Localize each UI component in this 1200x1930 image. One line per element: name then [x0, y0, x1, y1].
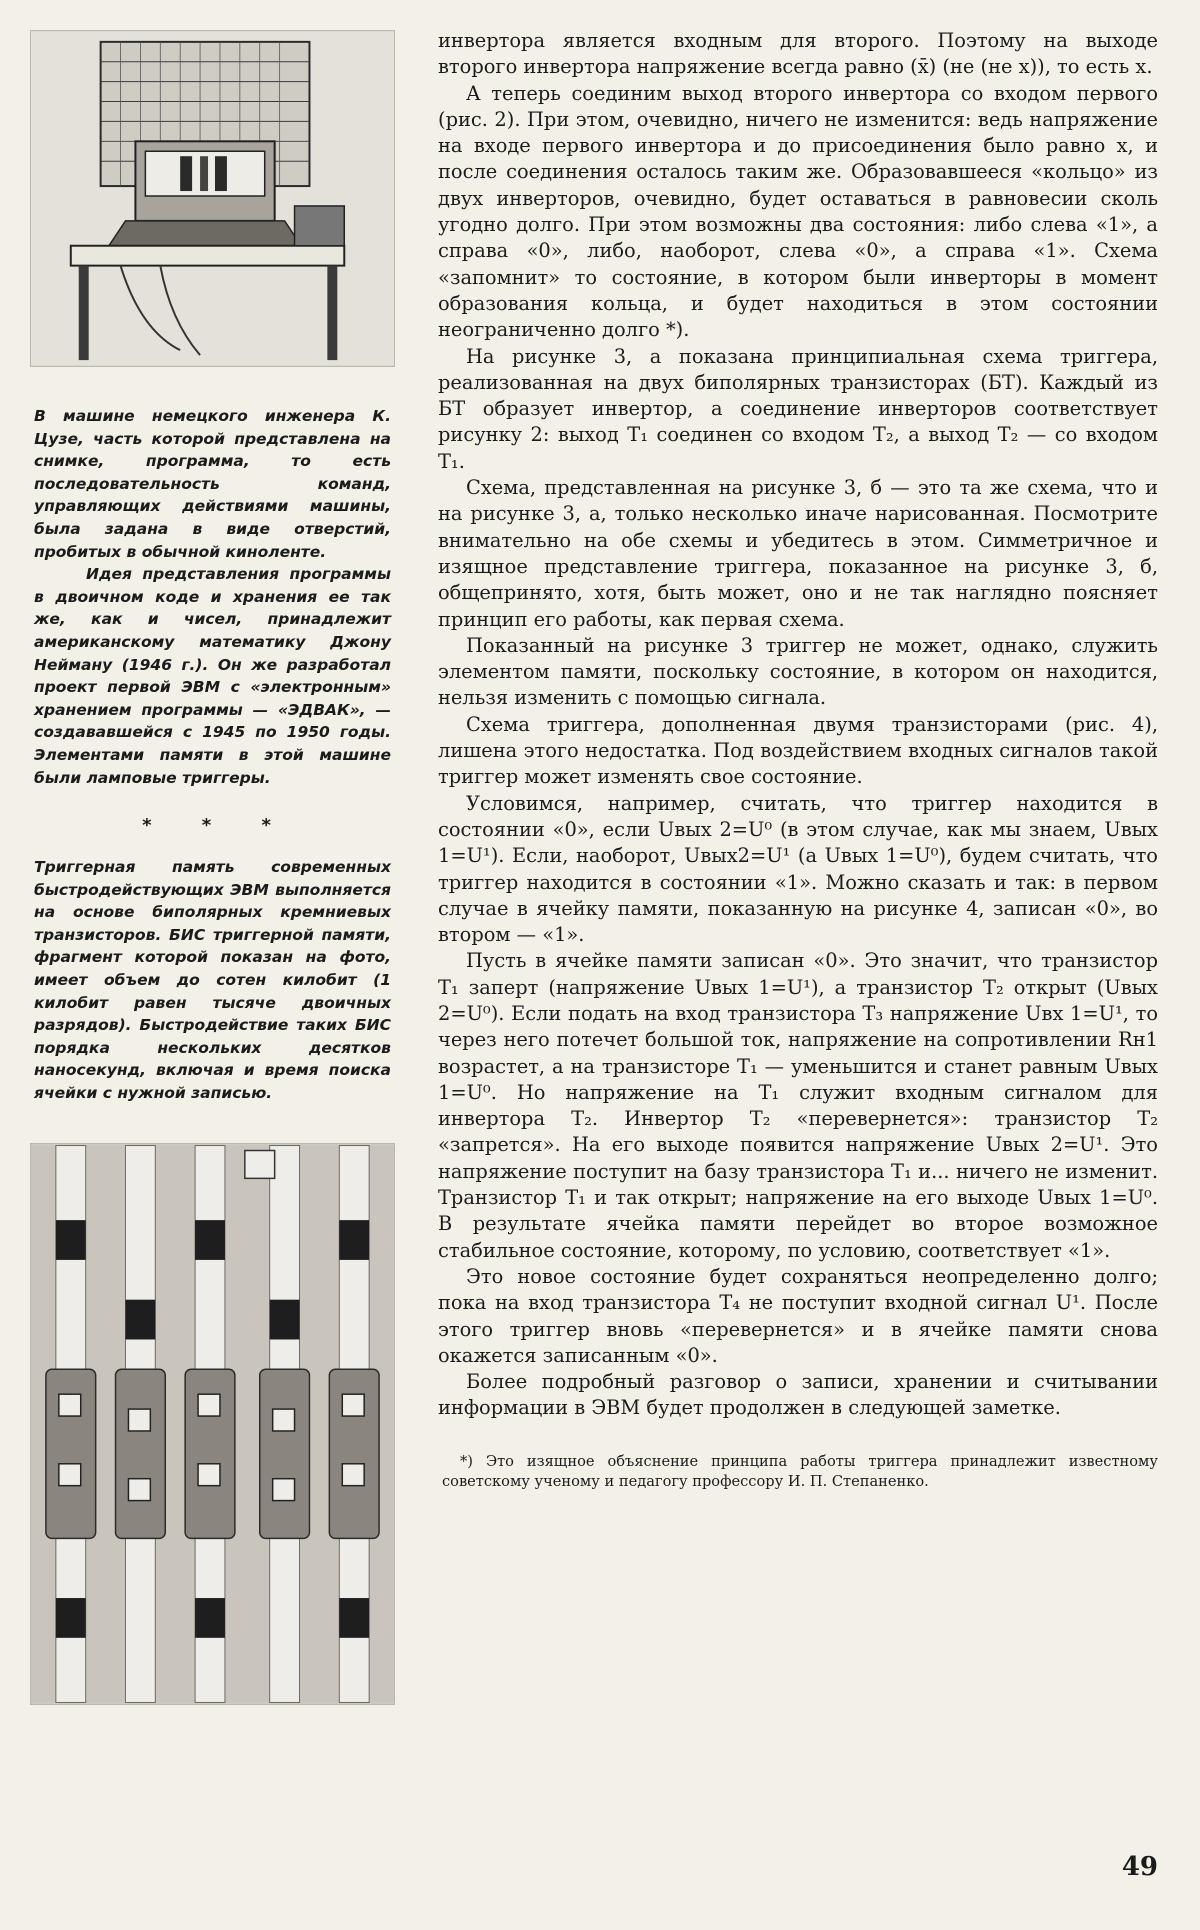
paragraph: Показанный на рисунке 3 триггер не может, однако, служить элементом памяти, поскольку состояние, в котором он находится, нельзя изменить с помощью сигнала.: [438, 633, 1158, 710]
paragraph: Более подробный разговор о записи, хранении и считывании информации в ЭВМ будет продолжен в следующей заметке.: [438, 1370, 1158, 1420]
chip-photo-wrapper: [30, 1143, 395, 1705]
footnote: *) Это изящное объяснение принципа работы триггера принадлежит известному советскому ученому и педагогу профессору И. П. Степаненко.: [442, 1452, 1158, 1490]
paragraph: Схема, представленная на рисунке 3, б — это та же схема, что и на рисунке 3, а, только несколько иначе нарисованная. Посмотрите внимательно на обе схемы и убедитесь в этом. Симметричное и изящное представление триггера, показанное на рисунке 3, б, общепринято, хотя, быть может, оно и не так наглядно поясняет принцип его работы, как первая схема.: [438, 476, 1158, 631]
article-body: [438, 28, 1158, 1422]
zuse-machine-illustration: [31, 31, 394, 366]
chip-micrograph-illustration: [31, 1144, 394, 1704]
left-column: [30, 30, 395, 1705]
paragraph: Условимся, например, считать, что триггер находится в состоянии «0», если Uвых 2=U⁰ (в этом случае, как мы знаем, Uвых 1=U¹). Если, наоборот, Uвых2=U¹ (а Uвых 1=U⁰), будем считать, что триггер находится в состоянии «1». Можно сказать и так: в первом случае в ячейку памяти, показанную на рисунке 4, записан «0», во втором — «1».: [438, 791, 1158, 947]
paragraph: Схема триггера, дополненная двумя транзисторами (рис. 4), лишена этого недостатка. Под воздействием входных сигналов такой триггер может изменять свое состояние.: [438, 712, 1158, 789]
zuse-machine-photo: [30, 30, 395, 367]
caption-trigger-memory: Триггерная память современных быстродействующих ЭВМ выполняется на основе биполярных кремниевых транзисторов. БИС триггерной памяти, фрагмент которой показан на фото, имеет объем до сотен килобит (1 килобит равен тысяче двоичных разрядов). Быстродействие таких БИС порядка нескольких десятков наносекунд, включая и время поиска ячейки с нужной записью.: [34, 858, 391, 1103]
page-number: 49: [1121, 1852, 1158, 1882]
right-column: [438, 28, 1158, 1506]
paragraph: На рисунке 3, а показана принципиальная схема триггера, реализованная на двух биполярных транзисторах (БТ). Каждый из БТ образует инвертор, а соединение инверторов соответствует рисунку 2: выход T₁ соединен со входом T₂, а выход T₂ — со входом T₁.: [438, 344, 1158, 473]
paragraph: инвертора является входным для второго. Поэтому на выходе второго инвертора напряжение всегда равно (x̄) (не (не x)), то есть x.: [438, 29, 1158, 79]
bis-chip-photo: [30, 1143, 395, 1705]
caption-zuse: В машине немецкого инженера К. Цузе, часть которой представлена на снимке, программа, то есть последовательность команд, управляющих действиями машины, была задана в виде отверстий, пробитых в обычной киноленте.: [34, 407, 391, 561]
paragraph: Это новое состояние будет сохраняться неопределенно долго; пока на вход транзистора T₄ не поступит входной сигнал U¹. После этого триггер вновь «перевернется» и в ячейке памяти снова окажется записанным «0».: [438, 1264, 1158, 1367]
section-separator: * * *: [142, 815, 293, 837]
paragraph: Пусть в ячейке памяти записан «0». Это значит, что транзистор T₁ заперт (напряжение Uвых 1=U¹), а транзистор T₂ открыт (Uвых 2=U⁰). Если подать на вход транзистора T₃ напряжение Uвх 1=U¹, то через него потечет большой ток, напряжение на сопротивлении Rн1 возрастет, а на транзисторе T₁ — уменьшится и станет равным Uвых 1=U⁰. Но напряжение на T₁ служит входным сигналом для инвертора T₂. Инвертор T₂ «перевернется»: транзистор T₂ «запрется». На его выходе появится напряжение Uвых 2=U¹. Это напряжение поступит на базу транзистора T₁ и... ничего не изменит. Транзистор T₁ и так открыт; напряжение на его выходе Uвых 1=U⁰. В результате ячейка памяти перейдет во второе возможное стабильное состояние, которому, по условию, соответствует «1».: [438, 949, 1158, 1262]
caption-neumann: Идея представления программы в двоичном коде и хранения ее так же, как и чисел, принадлежит американскому математику Джону Нейману (1946 г.). Он же разработал проект первой ЭВМ с «электронным» хранением программы — «ЭДВАК», — создававшейся с 1945 по 1950 годы. Элементами памяти в этой машине были ламповые триггеры.: [34, 565, 391, 787]
paragraph: А теперь соединим выход второго инвертора со входом первого (рис. 2). При этом, очевидно, ничего не изменится: ведь напряжение на входе первого инвертора и до присоединения было равно x, и после соединения осталось таким же. Образовавшееся «кольцо» из двух инверторов, очевидно, будет оставаться в равновесии сколь угодно долго. При этом возможны два состояния: либо слева «1», а справа «0», либо, наоборот, слева «0», а справа «1». Схема «запомнит» то состояние, в котором были инверторы в момент образования кольца, и будет находиться в этом состоянии неограниченно долго *).: [438, 81, 1158, 342]
